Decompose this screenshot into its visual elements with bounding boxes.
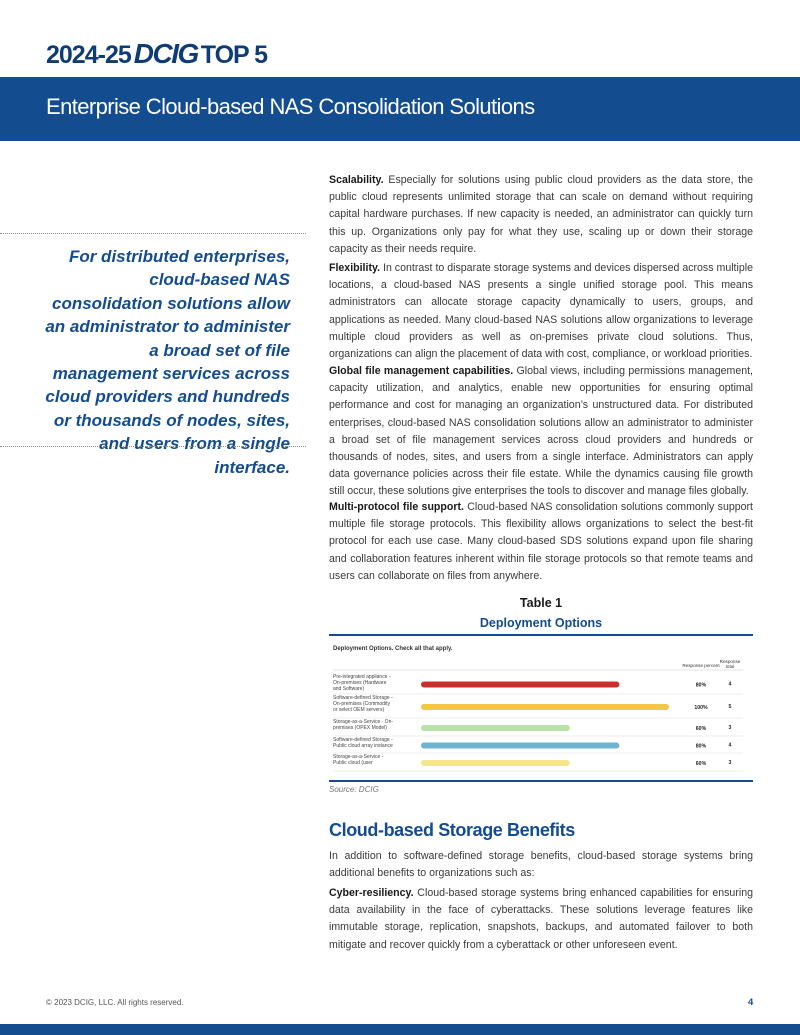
percent-label: 100% <box>694 705 708 711</box>
paragraph-flexibility <box>329 260 753 363</box>
table-top-rule <box>329 634 753 636</box>
category-label: Storage-as-a-Service - On-premises (OPEX Model) <box>333 719 394 731</box>
copyright: © 2023 DCIG, LLC. All rights reserved. <box>46 998 184 1007</box>
footer-bar <box>0 1024 800 1035</box>
category-label: Software-defined Storage -Public cloud array instance <box>333 737 393 749</box>
bar <box>421 682 619 688</box>
category-label: Pre-integrated appliance -On-premises (Hardware and Software) <box>333 674 391 692</box>
deployment-options-chart <box>329 637 753 780</box>
table-title: Deployment Options <box>479 616 603 630</box>
paragraph-text: Cloud-based NAS consolidation solutions commonly support multiple file storage protocols. This flexibility allows organizations to select the best-fit protocol for each use case. Many cloud-based SDS solutions expand upon file sharing and collaboration features inherent within file storage protocols so that remote teams and users can collaborate on files from anywhere. <box>329 501 753 582</box>
paragraph-head: Cyber-resiliency. <box>329 887 414 899</box>
table-source: Source: DCIG <box>329 785 379 794</box>
paragraph-text: Especially for solutions using public cloud providers as the data store, the public cloud represents unlimited storage that can scale on demand without requiring capital hardware purchases. If new capacity is needed, an administrator can quickly turn this up. Organizations only pay for what they use, scaling up or down their storage capacity as their needs require. <box>329 174 753 255</box>
total-label: 3 <box>728 725 732 731</box>
paragraph-global-file-management <box>329 363 753 501</box>
dcig-logo: DCIG <box>133 38 198 69</box>
percent-label: 80% <box>695 682 707 689</box>
total-label: 3 <box>728 760 732 766</box>
percent-label: 60% <box>695 761 707 767</box>
paragraph-text: Cloud-based storage systems bring enhanced capabilities for ensuring data availability in the face of cyberattacks. These solutions leverage features like immutable storage, replication, snapshots, backups, and automated failover to both mitigate and recover quickly from a cyberattack or other unforeseen event. <box>329 887 753 951</box>
pullquote-top-rule <box>0 233 306 234</box>
total-label: 5 <box>728 704 732 710</box>
bar <box>421 743 619 749</box>
column-header-percent: Response percent <box>682 663 720 668</box>
report-brand <box>46 38 267 70</box>
paragraph-multi-protocol <box>329 499 753 585</box>
bar <box>421 704 669 710</box>
banner-title: Enterprise Cloud-based NAS Consolidation Solutions <box>46 94 535 119</box>
total-label: 4 <box>728 681 732 688</box>
paragraph-intro <box>329 848 753 882</box>
section-heading: Cloud-based Storage Benefits <box>329 820 575 840</box>
chart-title: Deployment Options. Check all that apply. <box>333 646 453 652</box>
page-header <box>0 0 800 77</box>
pull-quote: For distributed enterprises, cloud-based NAS consolidation solutions allow an administrator to administer a broad set of file management services across cloud providers and hundreds or thousands of nodes, sites, and users from a single interface. <box>45 247 290 477</box>
paragraph-scalability <box>329 172 753 258</box>
category-label: Storage-as-a-Service -Public cloud (user <box>333 754 384 766</box>
percent-label: 80% <box>695 743 707 750</box>
paragraph-cyber-resiliency <box>329 885 753 954</box>
paragraph-text: In addition to software-defined storage benefits, cloud-based storage systems bring additional benefits to organizations such as: <box>329 850 753 880</box>
table-number: Table 1 <box>519 596 563 610</box>
bar <box>421 725 570 731</box>
total-label: 4 <box>728 742 732 749</box>
category-label: Software-defined Storage -On-premises (Commodity or select OEM servers) <box>333 695 393 713</box>
pullquote-bottom-rule <box>0 446 306 447</box>
paragraph-head: Scalability. <box>329 174 384 186</box>
bar <box>421 760 570 766</box>
report-year: 2024-25 <box>46 41 131 69</box>
percent-label: 60% <box>695 726 707 732</box>
paragraph-head: Flexibility. <box>329 262 381 274</box>
paragraph-head: Multi-protocol file support. <box>329 501 464 513</box>
paragraph-text: In contrast to disparate storage systems and devices dispersed across multiple locations, a cloud-based NAS presents a single unified storage pool. This means administrators can allocate storage capacity dynamically to users, groups, and applications as needed. Many cloud-based NAS solutions allow organizations to leverage multiple cloud providers as well as on-premises private cloud solutions. Thus, organizations can align the placement of data with cost, compliance, or workload priorities. <box>329 262 753 361</box>
page-number: 4 <box>748 997 754 1008</box>
column-header-total: Response total <box>719 659 741 669</box>
title-banner <box>0 77 800 141</box>
top5-label: TOP 5 <box>200 41 268 69</box>
paragraph-head: Global file management capabilities. <box>329 365 514 377</box>
table-bottom-rule <box>329 780 753 782</box>
paragraph-text: Global views, including permissions management, capacity utilization, and analytics, enable new opportunities for ensuring optimal performance and cost for managing an organization’s unstructured data. For distributed enterprises, cloud-based NAS consolidation solutions allow an administrator to administer a broad set of file management services across cloud providers and hundreds or thousands of nodes, sites, and users from a single interface. Administrators can apply data governance policies across their file estate. While the dynamics causing file growth still occur, these solutions give enterprises the tools to discover and manage files globally. <box>329 365 754 498</box>
